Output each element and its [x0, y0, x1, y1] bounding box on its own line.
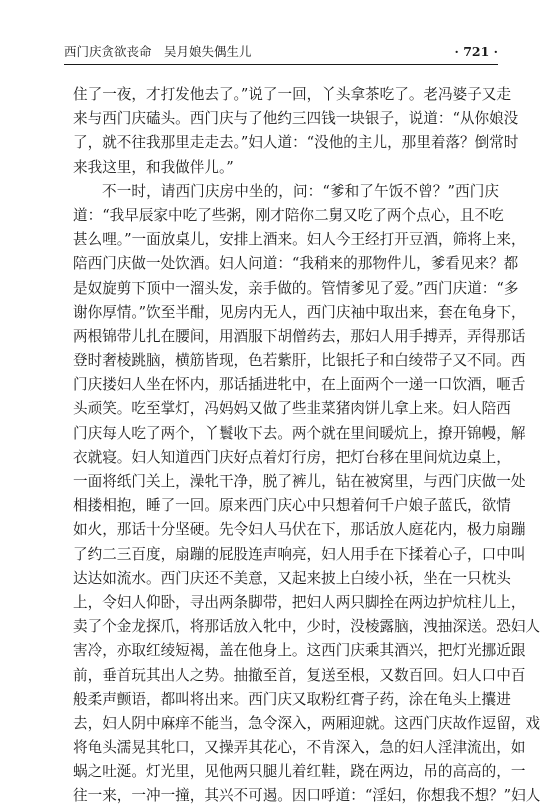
text-line: 达达如流水。西门庆还不美意，又起来披上白绫小袄，坐在一只枕头: [73, 569, 511, 587]
text-line: 来我这里，和我做伴儿。”: [73, 158, 234, 176]
text-line: 蜗之吐涎。灯光里，见他两只腿儿着红鞋，跷在两边，吊的高高的，一: [73, 763, 526, 781]
text-line: 两根锦带儿扎在腰间，用酒服下胡僧药去，那妇人用手搏弄，弄得那话: [73, 327, 526, 345]
page-header: [64, 42, 498, 62]
text-line: 头顽笑。吃至掌灯，冯妈妈又做了些韭菜猪肉饼儿拿上来。妇人陪西: [73, 400, 511, 418]
text-line: 不一时，请西门庆房中坐的，问：“爹和了午饭不曾？”西门庆: [102, 182, 499, 200]
header-rule: [64, 64, 498, 65]
text-line: 一面将纸门关上，澡牝干净，脱了裤儿，钻在被窝里，与西门庆做一处: [73, 473, 526, 490]
text-line: 道：“我早辰家中吃了些粥，刚才陪你二舅又吃了两个点心，且不吃: [73, 206, 504, 224]
text-line: 甚么哩。”一面放桌儿，安排上酒来。妇人今王经打开豆酒，筛将上来，: [73, 231, 526, 249]
text-line: 了，就不往我那里走走去。”妇人道：“没他的主儿，那里着落？倒常时: [73, 134, 519, 152]
text-line: 上，令妇人仰卧，寻出两条脚带，把妇人两只脚拴在两边护炕柱儿上，: [73, 593, 526, 611]
body-text: [73, 83, 541, 805]
text-line: 谢你厚情。”饮至半酣，见房内无人，西门庆袖中取出来，套在龟身下，: [73, 303, 526, 321]
text-line: 卖了个金龙探爪，将那话放入牝中，少时，没棱露脑，洩抽深送。恐妇人: [73, 618, 541, 636]
text-line: 来与西门庆磕头。西门庆与了他约三四钱一块银子，说道：“从你娘没: [73, 110, 519, 128]
text-line: 是奴旋剪下顶中一溜头发，亲手做的。管情爹见了爱。”西门庆道：“多: [73, 279, 519, 297]
text-line: 相搂相抱，睡了一回。原来西门庆心中只想着何千户娘子蓝氏，欲情: [73, 497, 511, 515]
text-line: 陪西门庆做一处饮酒。妇人问道：“我稍来的那物件儿，爹看见来？都: [73, 255, 519, 273]
page-number: · 721 ·: [454, 44, 498, 59]
text-line: 登时奢棱跳脑，横筋皆现，色若紫肝，比银托子和白绫带子又不同。西: [73, 352, 526, 370]
text-line: 往一来，一冲一撞，其兴不可遏。因口呼道：“淫妇，你想我不想？”妇人: [73, 787, 541, 805]
text-line: 如火，那话十分坚硬。先令妇人马伏在下，那话放人庭花内，极力扇蹦: [73, 521, 526, 539]
text-line: 害冷，亦取红绫短褐，盖在他身上。这西门庆乘其酒兴，把灯光挪近跟: [73, 642, 526, 660]
text-line: 了约二三百度，扇蹦的屁股连声响亮，妇人用手在下揉着心子，口中叫: [73, 545, 526, 563]
text-line: 门庆搂妇人坐在怀内，那话插进牝中，在上面两个一递一口饮酒，咂舌: [73, 376, 526, 394]
text-line: 衣就寝。妇人知道西门庆好点着灯行房，把灯台移在里间炕边桌上，: [73, 448, 511, 466]
text-line: 住了一夜，才打发他去了。”说了一回，丫头拿茶吃了。老冯婆子又走: [73, 86, 511, 103]
text-line: 般柔声颤语，都叫将出来。西门庆又取粉红膏子药，涂在龟头上攮进: [73, 690, 511, 708]
text-line: 去，妇人阴中麻痒不能当，急令深入，两厢迎就。这西门庆故作逗留，戏: [73, 714, 541, 732]
running-title: 西门庆贪欲丧命 吴月娘失偶生儿: [64, 44, 252, 59]
text-line: 门庆每人吃了两个，丫鬟收下去。两个就在里间暖炕上，撩开锦幔，解: [73, 424, 526, 442]
text-line: 将龟头濡晃其牝口，又操弄其花心，不肯深入，急的妇人淫津流出，如: [73, 739, 526, 757]
text-line: 前，垂首玩其出人之势。抽撤至首，复送至根，又数百回。妇人口中百: [73, 666, 526, 684]
